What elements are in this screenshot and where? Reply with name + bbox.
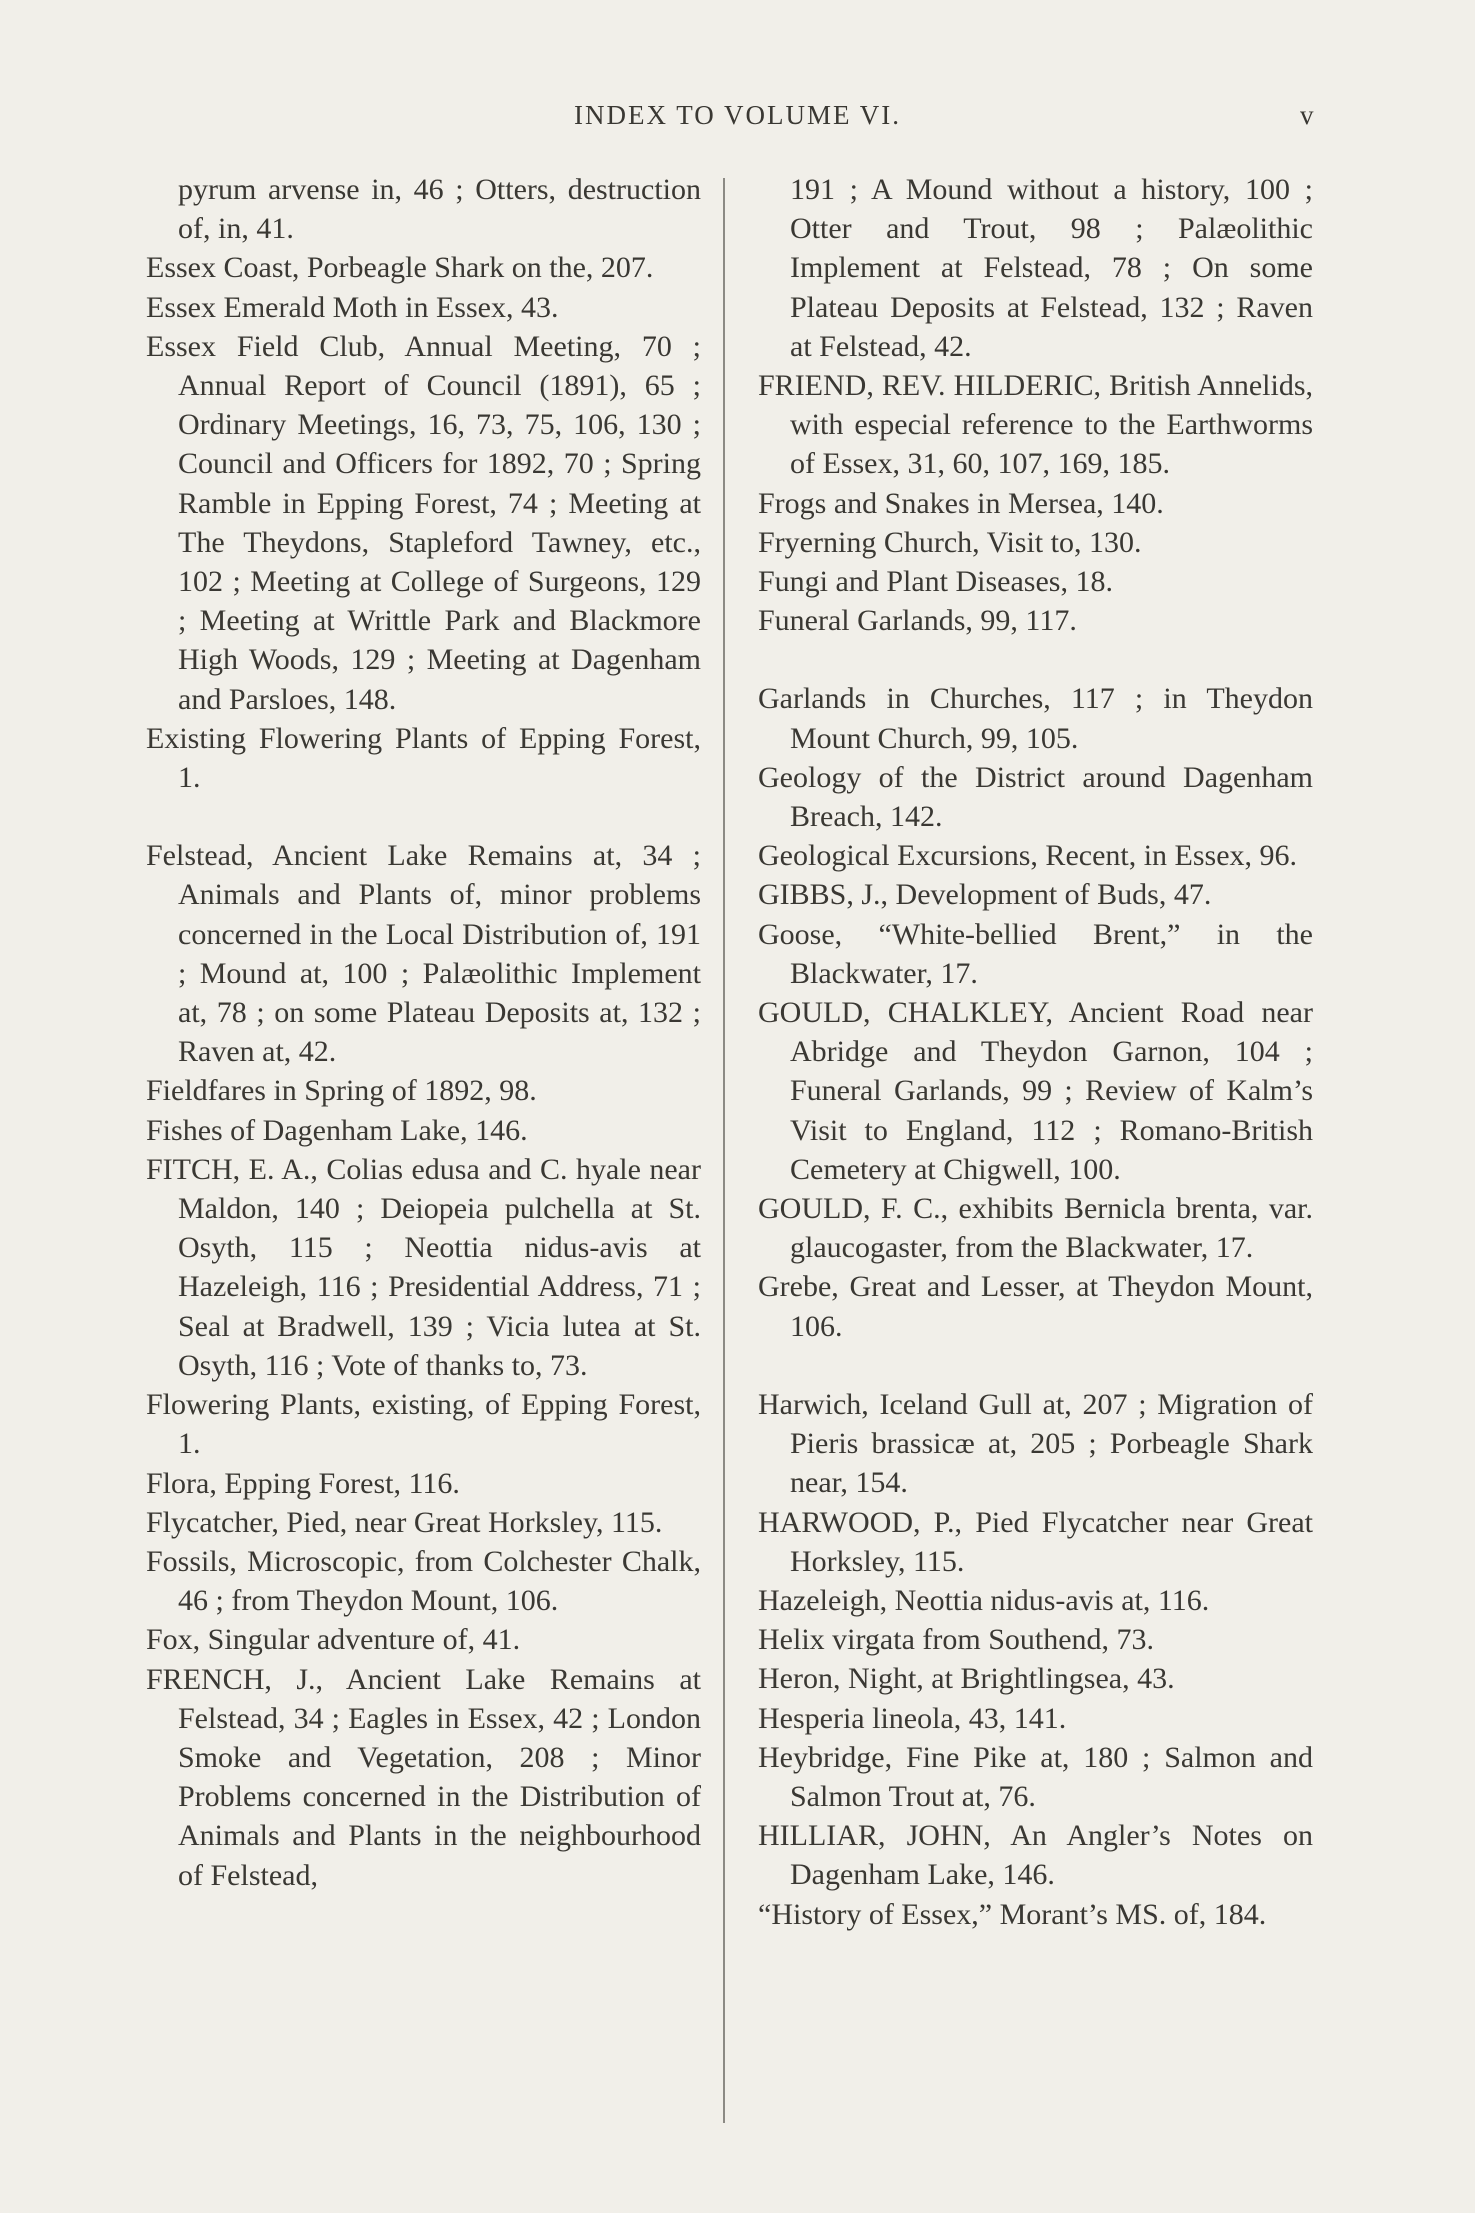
left-column xyxy=(146,170,701,1895)
index-entry: Harwich, Iceland Gull at, 207 ; Migration of Pieris brassicæ at, 205 ; Porbeagle Shark near, 154. xyxy=(758,1387,1313,1500)
index-entry: Hesperia lineola, 43, 141. xyxy=(758,1701,1067,1735)
index-entry: Existing Flowering Plants of Epping Forest, 1. xyxy=(146,721,701,795)
right-column xyxy=(758,170,1313,1934)
index-entry: Hazeleigh, Neottia nidus-avis at, 116. xyxy=(758,1583,1210,1617)
index-entry: 191 ; A Mound without a history, 100 ; Otter and Trout, 98 ; Palæolithic Implement at Felstead, 78 ; On some Plateau Deposits at Felstead, 132 ; Raven at Felstead, 42. xyxy=(790,173,1313,363)
index-entry: Fox, Singular adventure of, 41. xyxy=(146,1623,521,1657)
page-title: INDEX TO VOLUME VI. xyxy=(574,100,901,130)
index-entry: Helix virgata from Southend, 73. xyxy=(758,1623,1155,1657)
index-entry: Flycatcher, Pied, near Great Horksley, 115. xyxy=(146,1505,663,1539)
index-entry: Fieldfares in Spring of 1892, 98. xyxy=(146,1074,537,1108)
index-entry: Flora, Epping Forest, 116. xyxy=(146,1466,460,1500)
index-entry: FRENCH, J., Ancient Lake Remains at Felstead, 34 ; Eagles in Essex, 42 ; London Smoke and Vegetation, 208 ; Minor Problems concerned in the Distribution of Animals and Plants in the neighbourhood of Felstead, xyxy=(146,1662,701,1892)
index-entry: Goose, “White-bellied Brent,” in the Blackwater, 17. xyxy=(758,917,1313,990)
index-entry: GOULD, F. C., exhibits Bernicla brenta, var. glaucogaster, from the Blackwater, 17. xyxy=(758,1192,1313,1265)
index-entry: Heybridge, Fine Pike at, 180 ; Salmon and Salmon Trout at, 76. xyxy=(758,1740,1313,1813)
index-entry: Essex Emerald Moth in Essex, 43. xyxy=(146,290,559,324)
index-entry: HILLIAR, JOHN, An Angler’s Notes on Dagenham Lake, 146. xyxy=(758,1819,1313,1892)
running-head xyxy=(0,100,1475,140)
column-divider xyxy=(723,178,725,2123)
index-entry: pyrum arvense in, 46 ; Otters, destruction of, in, 41. xyxy=(178,173,701,246)
index-entry: Frogs and Snakes in Mersea, 140. xyxy=(758,486,1164,520)
index-entry: Felstead, Ancient Lake Remains at, 34 ; Animals and Plants of, minor problems concerned in the Local Distribution of, 191 ; Mound at, 100 ; Palæolithic Implement at, 78 ; on some Plateau Deposits at, 132 ; Raven at, 42. xyxy=(146,839,701,1069)
index-entry: Grebe, Great and Lesser, at Theydon Mount, 106. xyxy=(758,1270,1313,1343)
index-entry: Heron, Night, at Brightlingsea, 43. xyxy=(758,1662,1175,1696)
index-entry: Funeral Garlands, 99, 117. xyxy=(758,604,1077,638)
index-entry: Geological Excursions, Recent, in Essex, 96. xyxy=(758,839,1298,873)
index-entry: Essex Coast, Porbeagle Shark on the, 207. xyxy=(146,251,654,285)
index-entry: Flowering Plants, existing, of Epping Forest, 1. xyxy=(146,1388,701,1461)
index-entry: Fungi and Plant Diseases, 18. xyxy=(758,565,1113,599)
index-entry: Geology of the District around Dagenham Breach, 142. xyxy=(758,760,1313,834)
index-entry: Essex Field Club, Annual Meeting, 70 ; Annual Report of Council (1891), 65 ; Ordinary Meetings, 16, 73, 75, 106, 130 ; Council and Officers for 1892, 70 ; Spring Ramble in Epping Forest, 74 ; Meeting at The Theydons, Stapleford Tawney, etc., 102 ; Meeting at College of Surgeons, 129 ; Meeting at Writtle Park and Blackmore High Woods, 129 ; Meeting at Dagenham and Parsloes, 148. xyxy=(146,329,701,716)
index-entry: GIBBS, J., Development of Buds, 47. xyxy=(758,878,1212,912)
index-entry: FITCH, E. A., Colias edusa and C. hyale near Maldon, 140 ; Deiopeia pulchella at St. Osyth, 115 ; Neottia nidus-avis at Hazeleigh, 116 ; Presidential Address, 71 ; Seal at Bradwell, 139 ; Vicia lutea at St. Osyth, 116 ; Vote of thanks to, 73. xyxy=(146,1152,701,1382)
index-entry: Garlands in Churches, 117 ; in Theydon Mount Church, 99, 105. xyxy=(758,682,1313,755)
index-entry: FRIEND, REV. HILDERIC, British Annelids, with especial reference to the Earthworms of Essex, 31, 60, 107, 169, 185. xyxy=(758,369,1313,481)
index-entry: Fryerning Church, Visit to, 130. xyxy=(758,525,1142,559)
index-entry: GOULD, CHALKLEY, Ancient Road near Abridge and Theydon Garnon, 104 ; Funeral Garlands, 99 ; Review of Kalm’s Visit to England, 112 ; Romano-British Cemetery at Chigwell, 100. xyxy=(758,996,1313,1186)
index-entry: HARWOOD, P., Pied Flycatcher near Great Horksley, 115. xyxy=(758,1505,1313,1578)
index-entry: “History of Essex,” Morant’s MS. of, 184. xyxy=(758,1897,1267,1931)
index-entry: Fishes of Dagenham Lake, 146. xyxy=(146,1113,528,1147)
index-entry: Fossils, Microscopic, from Colchester Chalk, 46 ; from Theydon Mount, 106. xyxy=(146,1544,701,1618)
page-number: v xyxy=(1300,100,1314,130)
